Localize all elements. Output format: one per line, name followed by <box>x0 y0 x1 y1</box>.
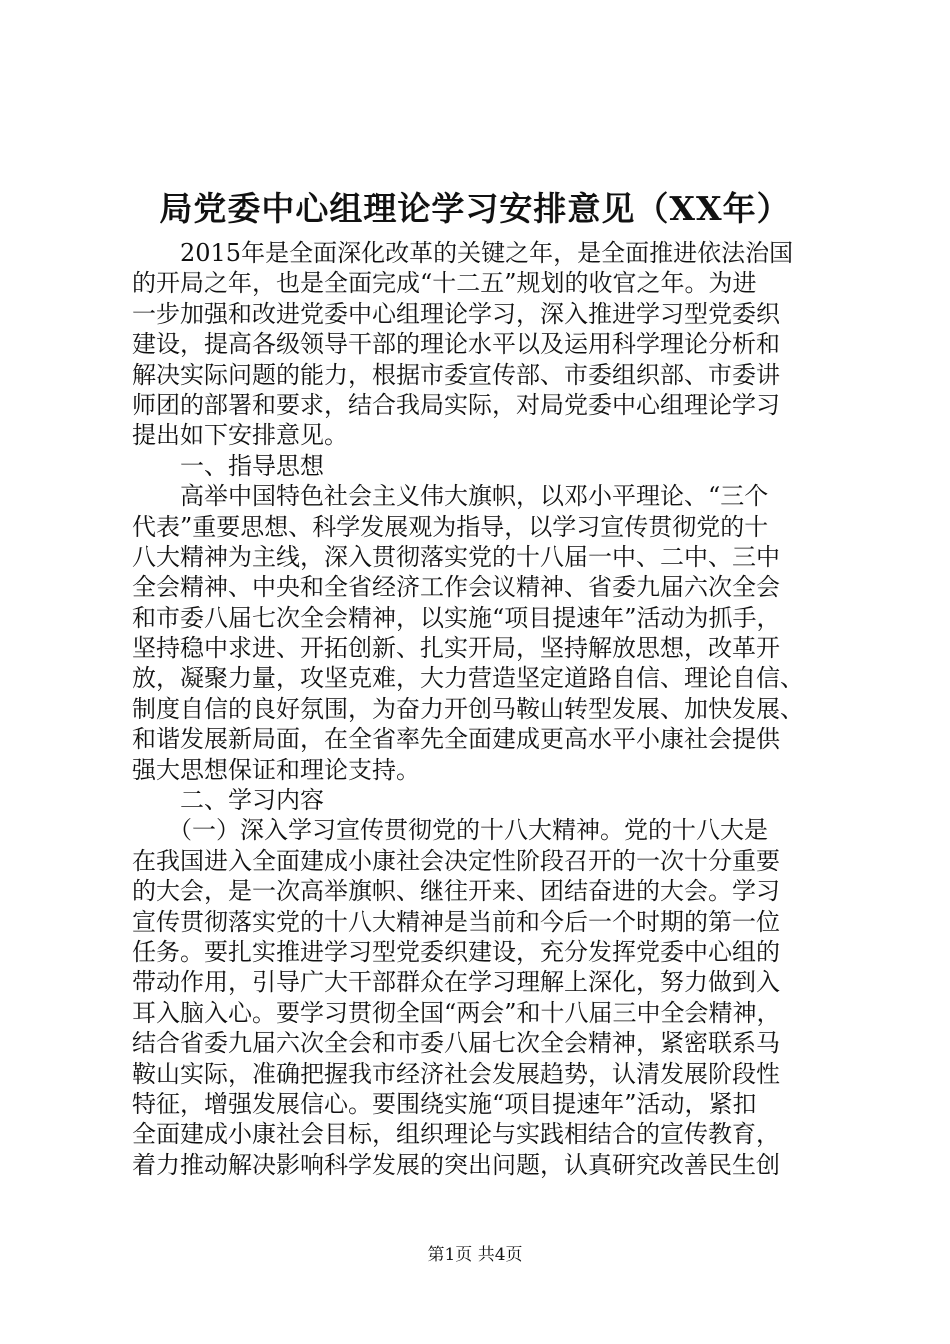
body-line: 提出如下安排意见。 <box>132 421 348 450</box>
body-line: 全面建成小康社会目标，组织理论与实践相结合的宣传教育， <box>132 1120 780 1149</box>
body-line: 结合省委九届六次全会和市委八届七次全会精神，紧密联系马 <box>132 1029 780 1058</box>
document-body <box>132 238 832 1180</box>
body-line: 一、指导思想 <box>132 451 324 480</box>
body-line: 建设，提高各级领导干部的理论水平以及运用科学理论分析和 <box>132 330 780 359</box>
body-line: 放，凝聚力量，攻坚克难，大力营造坚定道路自信、理论自信、 <box>132 664 804 693</box>
body-line: 师团的部署和要求，结合我局实际，对局党委中心组理论学习 <box>132 390 780 419</box>
page-footer: 第1页 共4页 <box>427 1245 523 1265</box>
body-line: 八大精神为主线，深入贯彻落实党的十八届一中、二中、三中 <box>132 542 780 571</box>
body-line: 全会精神、中央和全省经济工作会议精神、省委九届六次全会 <box>132 573 780 602</box>
body-line: 代表”重要思想、科学发展观为指导，以学习宣传贯彻党的十 <box>132 512 769 541</box>
body-line: 的大会，是一次高举旗帜、继往开来、团结奋进的大会。学习 <box>132 877 780 906</box>
body-line: （一）深入学习宣传贯彻党的十八大精神。党的十八大是 <box>132 816 768 845</box>
body-line: 高举中国特色社会主义伟大旗帜，以邓小平理论、“三个 <box>132 482 769 511</box>
body-line: 着力推动解决影响科学发展的突出问题，认真研究改善民生创 <box>132 1150 780 1179</box>
body-line: 一步加强和改进党委中心组理论学习，深入推进学习型党委织 <box>132 299 780 328</box>
body-line: 的开局之年，也是全面完成“十二五”规划的收官之年。为进 <box>132 269 757 298</box>
body-line: 2015年是全面深化改革的关键之年，是全面推进依法治国 <box>132 239 794 267</box>
body-line: 和市委八届七次全会精神，以实施“项目提速年”活动为抓手， <box>132 603 781 632</box>
body-line: 鞍山实际，准确把握我市经济社会发展趋势，认清发展阶段性 <box>132 1059 780 1088</box>
body-line: 宣传贯彻落实党的十八大精神是当前和今后一个时期的第一位 <box>132 907 780 936</box>
body-line: 坚持稳中求进、开拓创新、扎实开局，坚持解放思想，改革开 <box>132 634 780 663</box>
body-line: 强大思想保证和理论支持。 <box>132 755 420 784</box>
body-line: 二、学习内容 <box>132 786 324 815</box>
body-line: 带动作用，引导广大干部群众在学习理解上深化，努力做到入 <box>132 968 780 997</box>
body-line: 任务。要扎实推进学习型党委织建设，充分发挥党委中心组的 <box>132 937 780 966</box>
body-line: 特征，增强发展信心。要围绕实施“项目提速年”活动，紧扣 <box>132 1089 757 1118</box>
body-line: 和谐发展新局面，在全省率先全面建成更高水平小康社会提供 <box>132 725 780 754</box>
body-line: 制度自信的良好氛围，为奋力开创马鞍山转型发展、加快发展、 <box>132 694 804 723</box>
body-line: 解决实际问题的能力，根据市委宣传部、市委组织部、市委讲 <box>132 360 780 389</box>
body-line: 在我国进入全面建成小康社会决定性阶段召开的一次十分重要 <box>132 846 780 875</box>
document-title: 局党委中心组理论学习安排意见（XX年） <box>159 189 791 228</box>
body-line: 耳入脑入心。要学习贯彻全国“两会”和十八届三中全会精神， <box>132 998 781 1027</box>
